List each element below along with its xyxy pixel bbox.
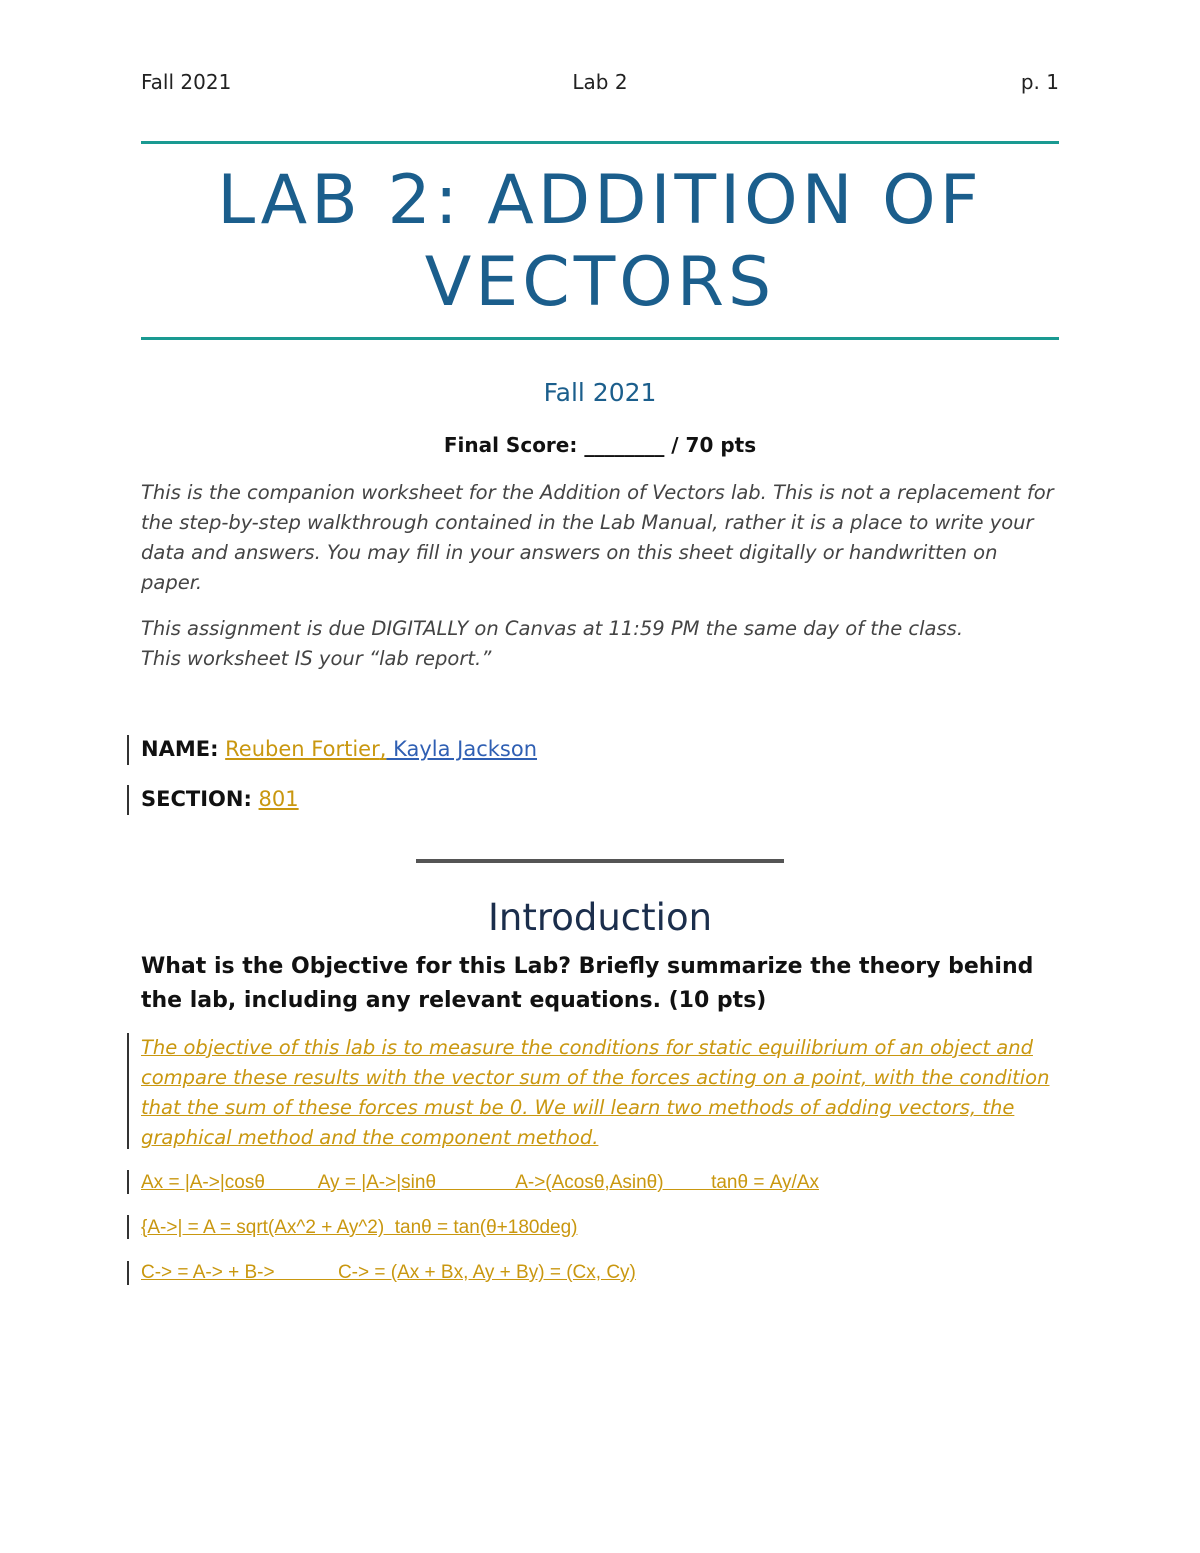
section-divider: [416, 859, 784, 863]
section-field[interactable]: [141, 787, 299, 811]
intro-paragraph-2-line-2: This worksheet IS your “lab report.”: [141, 647, 492, 670]
subtitle-term: Fall 2021: [543, 378, 657, 407]
revision-bar: [127, 1215, 129, 1239]
revision-bar: [127, 735, 129, 765]
final-score: Final Score: ________ / 70 pts: [443, 433, 757, 457]
objective-answer[interactable]: The objective of this lab is to measure the conditions for static equilibrium of an object and compare these results with the vector sum of the forces acting on a point, with the condition that the sum of these forces must be 0. We will learn two methods of adding vectors, the graphical method and the component method.: [141, 1036, 1050, 1149]
objective-question: What is the Objective for this Lab? Briefly summarize the theory behind the lab, including any relevant equations. (10 pts): [141, 954, 1034, 1013]
title-rule-top: [141, 141, 1059, 144]
equation-line-1[interactable]: Ax = |A->|cosθ Ay = |A->|sinθ A->(Acosθ,Asinθ) tanθ = Ay/Ax: [141, 1172, 819, 1193]
revision-bar: [127, 785, 129, 815]
revision-bar: [127, 1033, 129, 1149]
introduction-heading: Introduction: [487, 896, 713, 939]
name-label: NAME:: [141, 737, 219, 761]
title-line-1: LAB 2: ADDITION OF: [217, 161, 983, 240]
intro-paragraph-2: [141, 614, 1059, 674]
name-field[interactable]: [141, 737, 537, 761]
intro-paragraph-1: This is the companion worksheet for the Addition of Vectors lab. This is not a replacement for the step-by-step walkthrough contained in the Lab Manual, rather it is a place to write your data and answers. You may fill in your answers on this sheet digitally or handwritten on paper.: [141, 481, 1054, 594]
title-rule-bottom: [141, 337, 1059, 340]
document-title: [141, 160, 1059, 324]
equation-line-2[interactable]: {A->| = A = sqrt(Ax^2 + Ay^2) tanθ = tan(θ+180deg): [141, 1217, 578, 1238]
header-lab: Lab 2: [572, 70, 628, 94]
page-header: [141, 70, 1059, 98]
section-value[interactable]: 801: [258, 787, 299, 811]
intro-paragraph-2-line-1: This assignment is due DIGITALLY on Canvas at 11:59 PM the same day of the class.: [141, 617, 964, 640]
section-label: SECTION:: [141, 787, 252, 811]
equation-line-3[interactable]: C-> = A-> + B-> C-> = (Ax + Bx, Ay + By) = (Cx, Cy): [141, 1262, 636, 1283]
name-value-1[interactable]: Reuben Fortier: [225, 737, 380, 761]
header-term: Fall 2021: [141, 70, 232, 94]
revision-bar: [127, 1170, 129, 1194]
revision-bar: [127, 1261, 129, 1285]
header-page-number: p. 1: [1020, 70, 1059, 94]
name-value-2[interactable]: Kayla Jackson: [386, 737, 538, 761]
name-separator: ,: [379, 737, 387, 761]
title-line-2: VECTORS: [424, 243, 776, 322]
